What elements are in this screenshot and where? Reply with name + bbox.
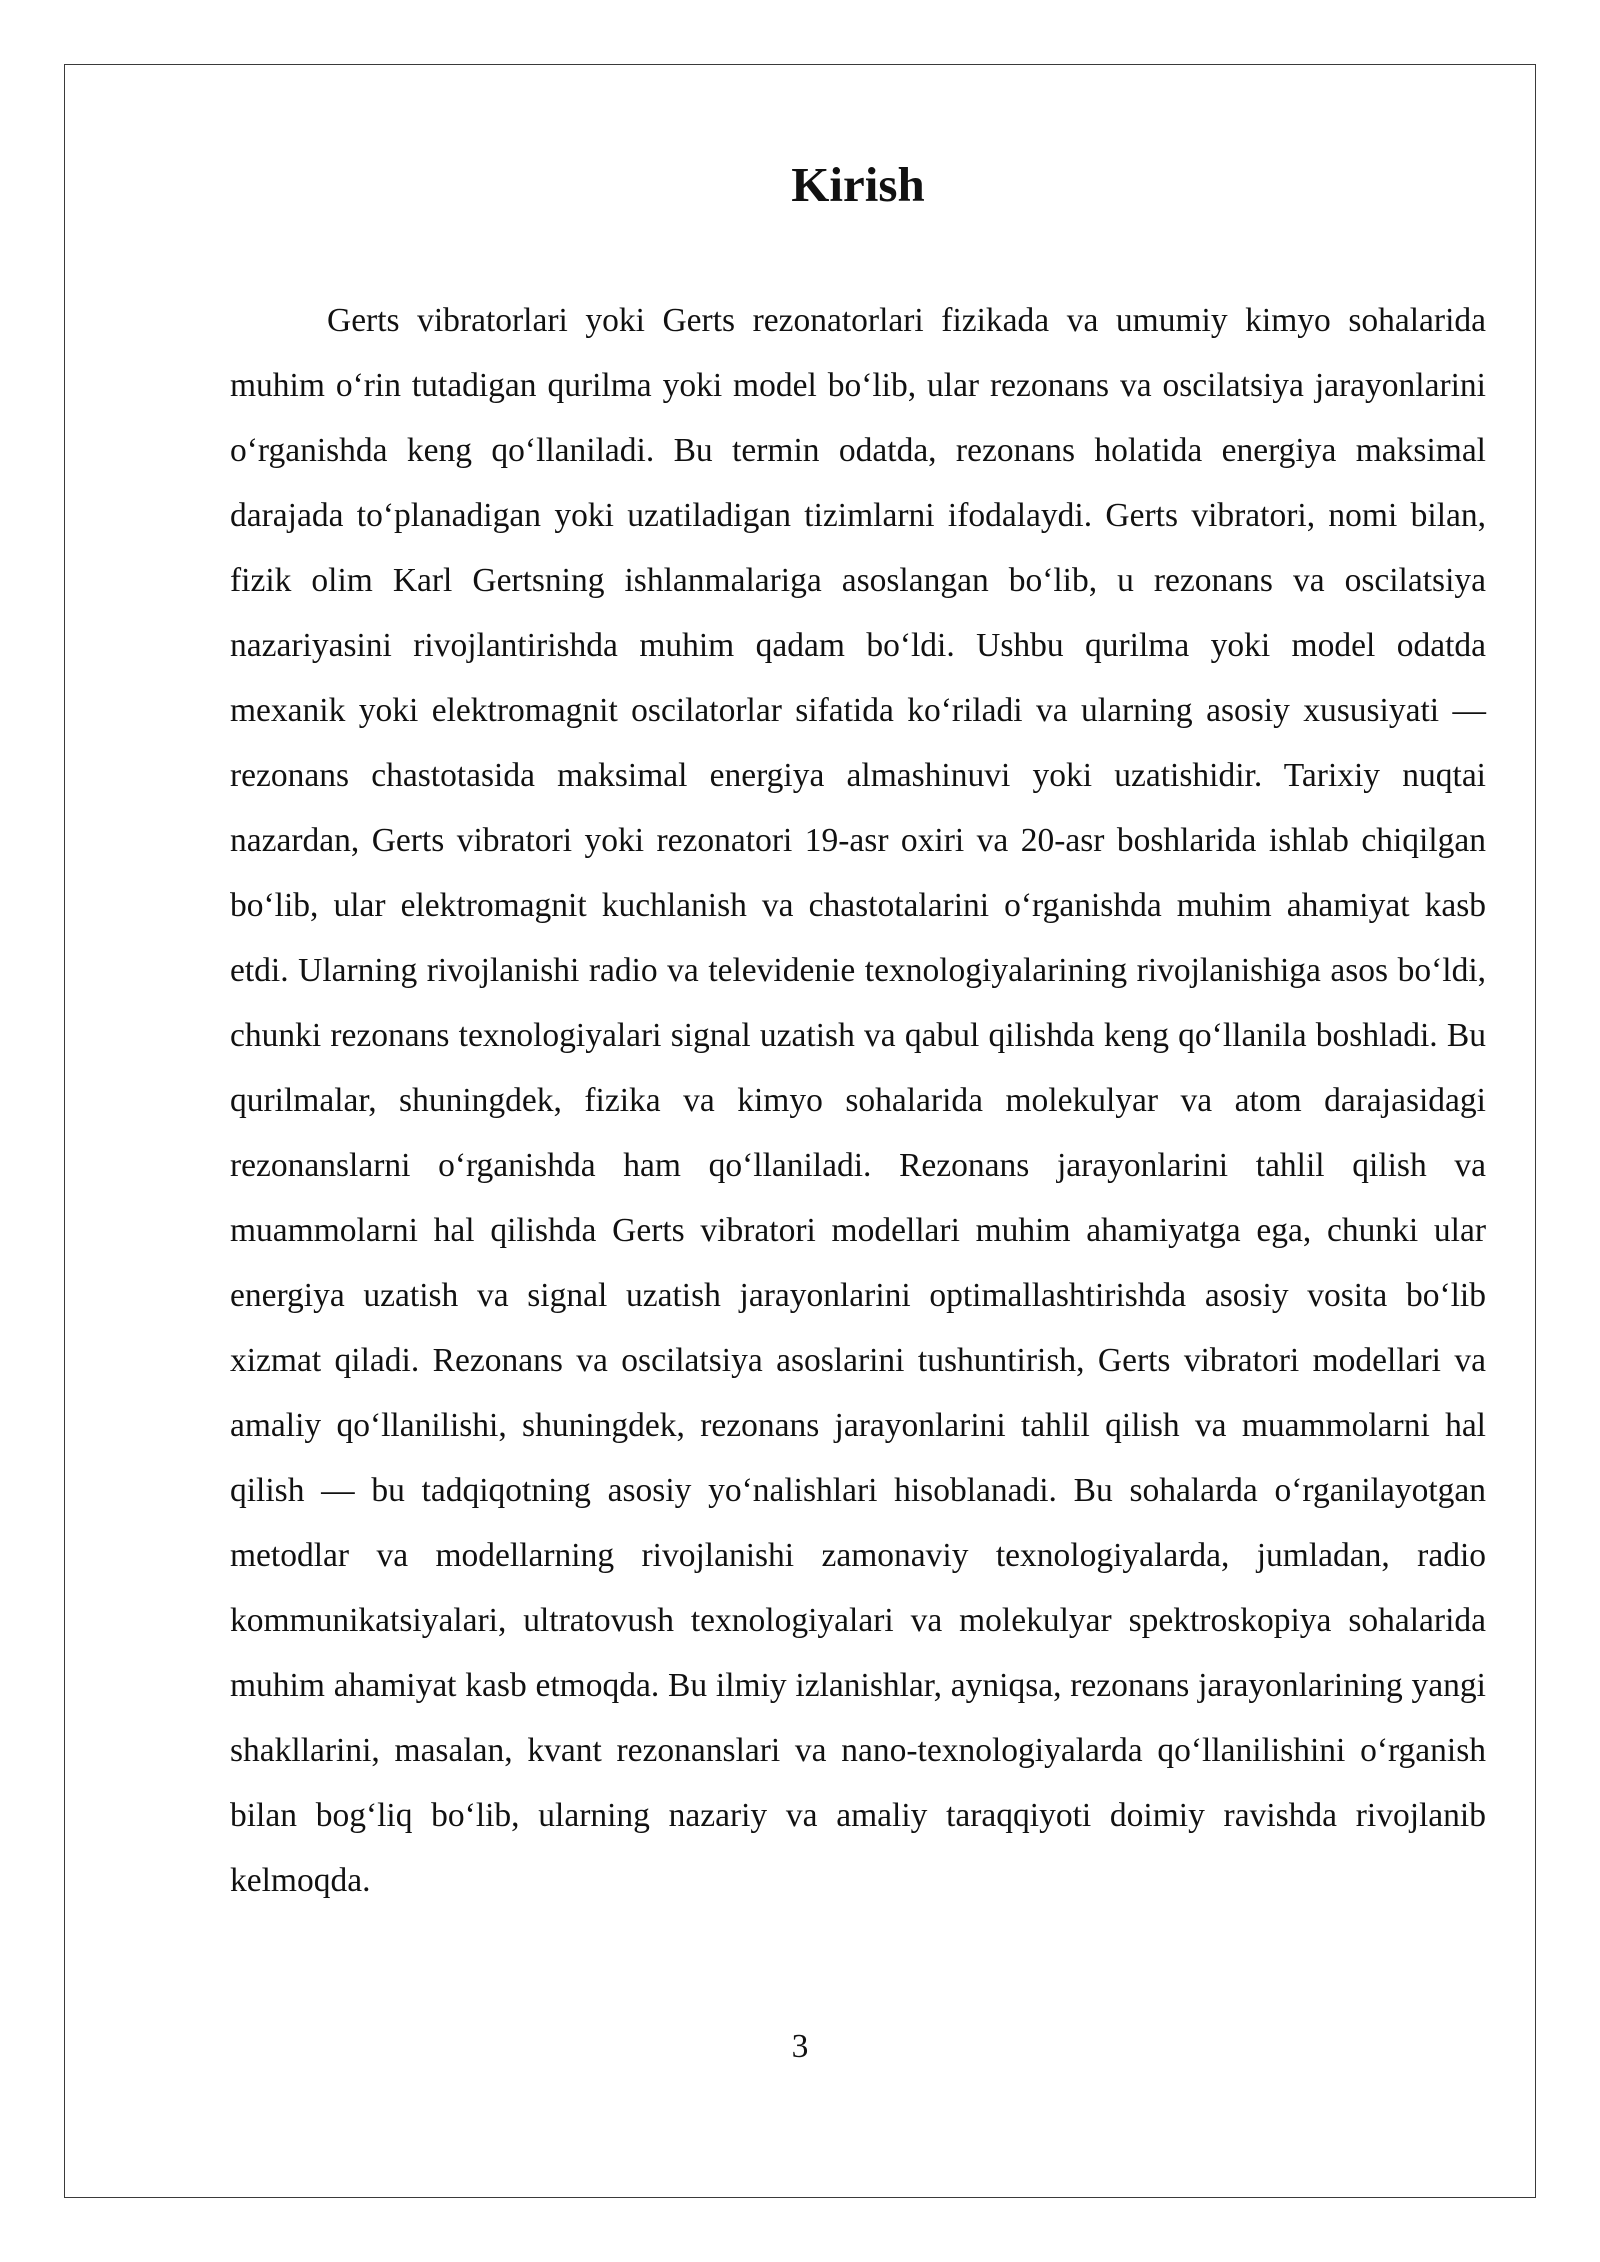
page-number: 3	[791, 2028, 809, 2065]
page-title: Kirish	[791, 157, 925, 212]
body-paragraph: Gerts vibratorlari yoki Gerts rezonatorlari fizikada va umumiy kimyo sohalarida muhim o‘rin tutadigan qurilma yoki model bo‘lib, ular rezonans va oscilatsiya jarayonlarini o‘rganishda keng qo‘llaniladi. Bu termin odatda, rezonans holatida energiya maksimal darajada to‘planadigan yoki uzatiladigan tizimlarni ifodalaydi. Gerts vibratori, nomi bilan, fizik olim Karl Gertsning ishlanmalariga asoslangan bo‘lib, u rezonans va oscilatsiya nazariyasini rivojlantirishda muhim qadam bo‘ldi. Ushbu qurilma yoki model odatda mexanik yoki elektromagnit oscilatorlar sifatida ko‘riladi va ularning asosiy xususiyati — rezonans chastotasida maksimal energiya almashinuvi yoki uzatishidir. Tarixiy nuqtai nazardan, Gerts vibratori yoki rezonatori 19-asr oxiri va 20-asr boshlarida ishlab chiqilgan bo‘lib, ular elektromagnit kuchlanish va chastotalarini o‘rganishda muhim ahamiyat kasb etdi. Ularning rivojlanishi radio va televidenie texnologiyalarining rivojlanishiga asos bo‘ldi, chunki rezonans texnologiyalari signal uzatish va qabul qilishda keng qo‘llanila boshladi. Bu qurilmalar, shuningdek, fizika va kimyo sohalarida molekulyar va atom darajasidagi rezonanslarni o‘rganishda ham qo‘llaniladi. Rezonans jarayonlarini tahlil qilish va muammolarni hal qilishda Gerts vibratori modellari muhim ahamiyatga ega, chunki ular energiya uzatish va signal uzatish jarayonlarini optimallashtirishda asosiy vosita bo‘lib xizmat qiladi. Rezonans va oscilatsiya asoslarini tushuntirish, Gerts vibratori modellari va amaliy qo‘llanilishi, shuningdek, rezonans jarayonlarini tahlil qilish va muammolarni hal qilish — bu tadqiqotning asosiy yo‘nalishlari hisoblanadi. Bu sohalarda o‘rganilayotgan metodlar va modellarning rivojlanishi zamonaviy texnologiyalarda, jumladan, radio kommunikatsiyalari, ultratovush texnologiyalari va molekulyar spektroskopiya sohalarida muhim ahamiyat kasb etmoqda. Bu ilmiy izlanishlar, ayniqsa, rezonans jarayonlarining yangi shakllarini, masalan, kvant rezonanslari va nano-texnologiyalarda qo‘llanilishini o‘rganish bilan bog‘liq bo‘lib, ularning nazariy va amaliy taraqqiyoti doimiy ravishda rivojlanib kelmoqda.	[230, 301, 1486, 1899]
page-content	[230, 150, 1486, 1913]
